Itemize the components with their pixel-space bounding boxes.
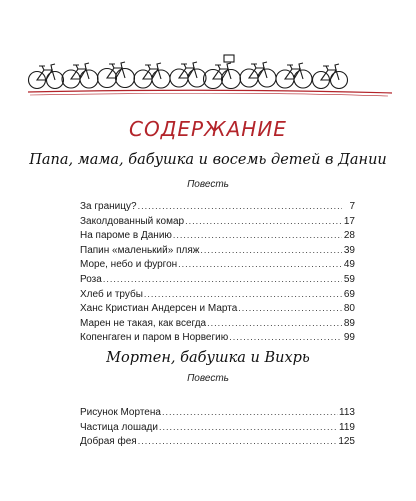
section-subtitle-1: Повесть [187, 179, 229, 190]
ground-line [30, 93, 388, 96]
bicycle-icon [98, 62, 135, 88]
toc-entry[interactable]: На пароме в Данию ..... 28 [80, 228, 355, 243]
bicycle-icon [276, 63, 312, 88]
toc-entry[interactable]: Море, небо и фургон ..... 49 [80, 257, 355, 272]
bicycle-icon [313, 64, 348, 89]
bicycle-icon [134, 63, 170, 88]
toc-list-2 [80, 405, 355, 449]
bicycle-icon [240, 62, 276, 87]
bicycle-icon [204, 55, 241, 89]
bicycles-illustration [0, 0, 416, 110]
section-subtitle-2: Повесть [187, 373, 229, 384]
bicycle-icon [62, 63, 98, 88]
toc-entry[interactable]: За границу? ..... 7 [80, 199, 355, 214]
section-title-1: Папа, мама, бабушка и восемь детей в Дании [29, 152, 387, 168]
bicycle-icon [29, 64, 64, 89]
toc-entry[interactable]: Роза ..... 59 [80, 272, 355, 287]
toc-entry[interactable]: Копенгаген и паром в Норвегию ..... 99 [80, 330, 355, 345]
toc-entry[interactable]: Добрая фея ..... 125 [80, 434, 355, 449]
toc-entry[interactable]: Папин «маленький» пляж ..... 39 [80, 243, 355, 258]
toc-entry[interactable]: Марен не такая, как всегда ..... 89 [80, 316, 355, 331]
toc-entry[interactable]: Частица лошади ..... 119 [80, 420, 355, 435]
section-title-2: Мортен, бабушка и Вихрь [106, 350, 310, 366]
ground-line [28, 90, 392, 93]
toc-entry[interactable]: Ханс Кристиан Андерсен и Марта ..... 80 [80, 301, 355, 316]
toc-list-1 [80, 199, 355, 345]
toc-entry[interactable]: Заколдованный комар ..... 17 [80, 214, 355, 229]
toc-entry[interactable]: Рисунок Мортена ..... 113 [80, 405, 355, 420]
toc-entry[interactable]: Хлеб и трубы ..... 69 [80, 287, 355, 302]
bicycle-icon [170, 62, 206, 87]
page-title: СОДЕРЖАНИЕ [129, 117, 287, 141]
